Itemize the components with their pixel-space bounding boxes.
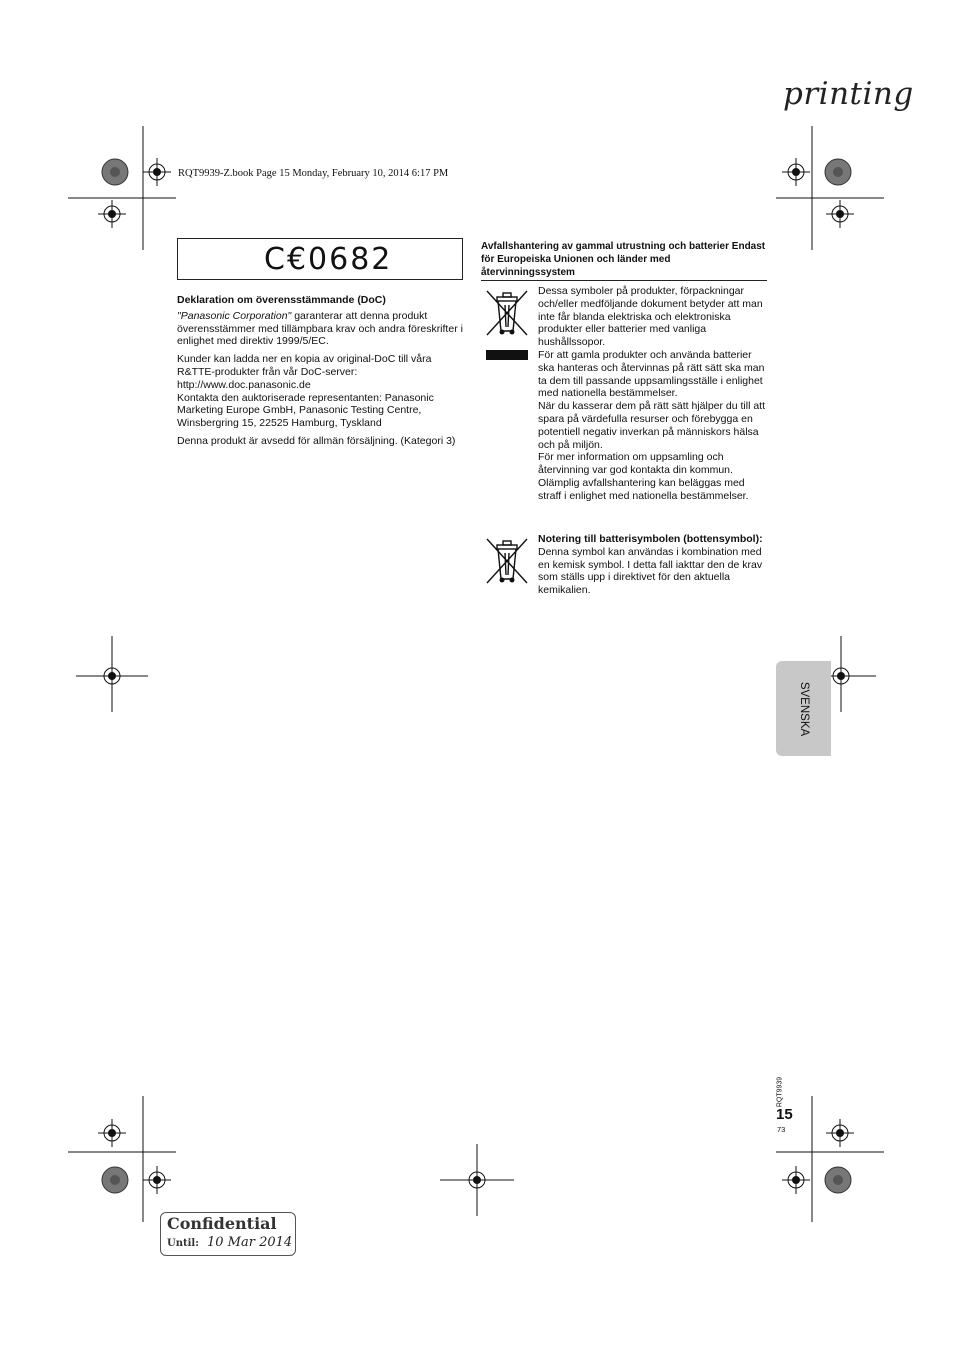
page-sub-number: 73 xyxy=(777,1125,786,1134)
doc-company: "Panasonic Corporation" xyxy=(177,309,292,322)
black-bar-symbol xyxy=(486,350,528,360)
waste-para-5: Olämplig avfallshantering kan beläggas med straff i enlighet med nationella bestämmelser. xyxy=(538,476,749,502)
confidential-date: 10 Mar 2014 xyxy=(207,1235,293,1250)
waste-para-3: När du kasserar dem på rätt sätt hjälper du till att spara på värdefulla resurser och förebygga en potentiell negativ inverkan på människors hälsa och på miljön. xyxy=(538,400,766,451)
waste-heading: Avfallshantering av gammal utrustning och batterier Endast för Europeiska Unionen och länder med återvinningssystem xyxy=(481,241,767,281)
battery-note xyxy=(538,533,768,597)
confidential-title: Confidential xyxy=(167,1214,277,1233)
printing-label: printing xyxy=(783,76,914,112)
waste-para-2: För att gamla produkter och använda batterier ska hanteras och återvinnas på rätt sätt ska man ta dem till passande uppsamlingsställe i enlighet med nationella bestämmelser. xyxy=(538,348,765,400)
doc-code-label: RQT9939 xyxy=(776,1076,784,1108)
battery-bin-icon xyxy=(483,535,531,587)
doc-section xyxy=(177,294,465,453)
ce-mark: C€0682 xyxy=(264,242,393,277)
crossed-bin-icon xyxy=(483,287,531,339)
doc-heading: Deklaration om överensstämmande (DoC) xyxy=(177,294,386,306)
battery-heading: Notering till batterisymbolen (bottensymbol): xyxy=(538,533,763,545)
confidential-stamp xyxy=(160,1212,296,1256)
doc-text: garanterar att denna produkt överensstämmer med tillämpbara krav och andra föreskrifter i enlighet med direktiv 1999/5/EC. xyxy=(177,309,463,348)
download-text: Kunder kan ladda ner en kopia av original-DoC till våra R&TTE-produkter från vår DoC-server: xyxy=(177,353,432,378)
page-number: 15 xyxy=(776,1106,793,1123)
doc-url: http://www.doc.panasonic.de xyxy=(177,378,311,391)
waste-para-1: Dessa symboler på produkter, förpackningar och/eller medföljande dokument betyder att man inte får blanda elektriska och elektroniska produkter eller batterier med vanliga hushållssopor. xyxy=(538,285,763,349)
language-tab xyxy=(776,661,831,756)
sale-text: Denna produkt är avsedd för allmän försäljning. (Kategori 3) xyxy=(177,434,456,447)
contact-text: Kontakta den auktoriserade representanten: Panasonic Marketing Europe GmbH, Panasonic Testing Centre, Winsbergring 15, 22525 Hamburg, Tyskland xyxy=(177,391,434,430)
book-info-line: RQT9939-Z.book Page 15 Monday, February 10, 2014 6:17 PM xyxy=(178,168,449,179)
ce-mark-box xyxy=(177,238,463,280)
doc-code xyxy=(769,1076,791,1108)
waste-para-4: För mer information om uppsamling och återvinning var god kontakta din kommun. xyxy=(538,451,733,477)
battery-text: Denna symbol kan användas i kombination med en kemisk symbol. I detta fall iakttar den de krav som ställs upp i direktivet för den aktuella kemikalien. xyxy=(538,545,763,597)
confidential-until-label: Until: xyxy=(167,1238,199,1249)
doc-paragraph xyxy=(177,310,465,348)
waste-text xyxy=(538,285,768,503)
language-tab-label: SVENSKA xyxy=(797,681,810,736)
